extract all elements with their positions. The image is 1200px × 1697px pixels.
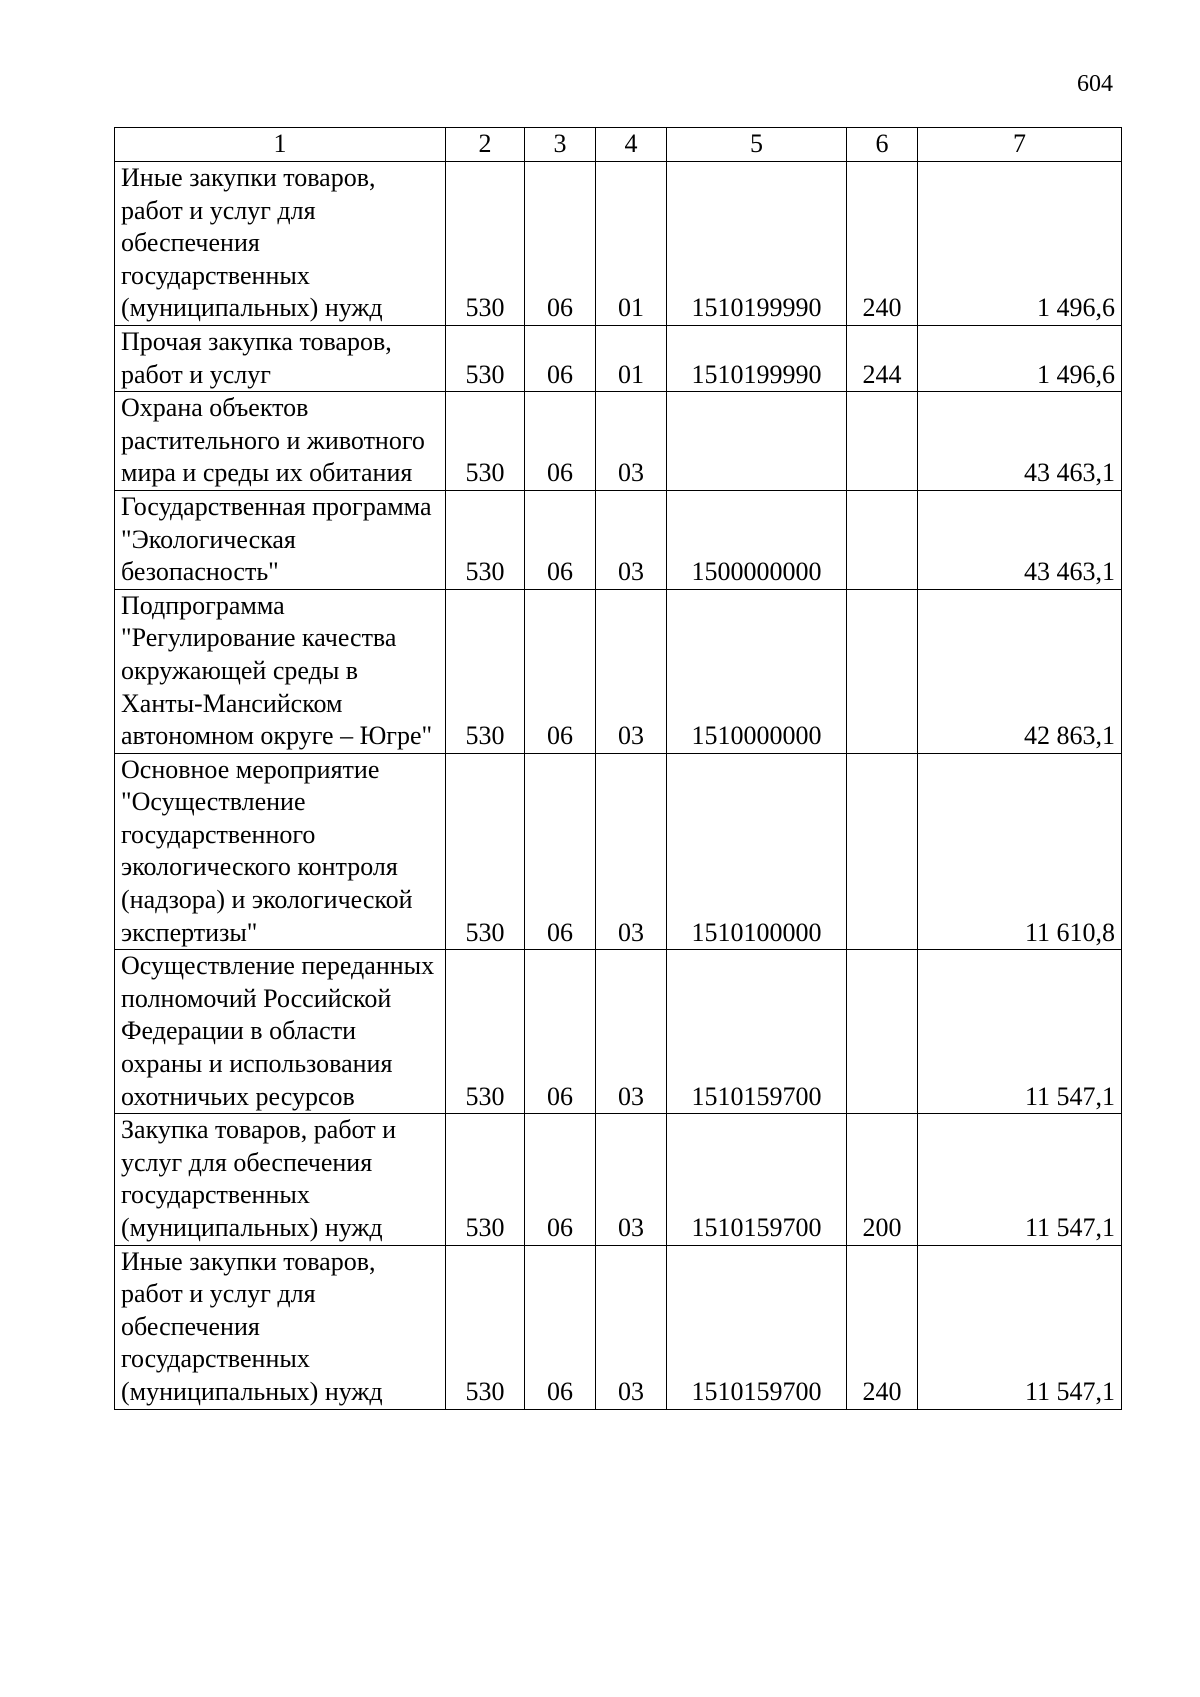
subsection-code-cell: 03 bbox=[596, 1245, 667, 1409]
section-code-cell: 06 bbox=[525, 753, 596, 950]
subsection-code-cell: 03 bbox=[596, 589, 667, 753]
section-code-cell: 06 bbox=[525, 392, 596, 491]
header-cell: 1 bbox=[115, 128, 446, 162]
item-name-cell: Подпрограмма "Регулирование качества окружающей среды в Ханты-Мансийском автономном округе – Югре" bbox=[115, 589, 446, 753]
header-cell: 4 bbox=[596, 128, 667, 162]
amount-cell: 43 463,1 bbox=[918, 392, 1122, 491]
target-article-cell: 1510199990 bbox=[667, 325, 847, 391]
section-code-cell: 06 bbox=[525, 589, 596, 753]
table-row bbox=[115, 325, 1122, 391]
ministry-code-cell: 530 bbox=[446, 950, 525, 1114]
section-code-cell: 06 bbox=[525, 1114, 596, 1245]
section-code-cell: 06 bbox=[525, 950, 596, 1114]
header-cell: 7 bbox=[918, 128, 1122, 162]
table-row bbox=[115, 1114, 1122, 1245]
amount-cell: 43 463,1 bbox=[918, 490, 1122, 589]
item-name-cell: Иные закупки товаров, работ и услуг для обеспечения государственных (муниципальных) нужд bbox=[115, 1245, 446, 1409]
ministry-code-cell: 530 bbox=[446, 1114, 525, 1245]
header-cell: 3 bbox=[525, 128, 596, 162]
table-header-row bbox=[115, 128, 1122, 162]
section-code-cell: 06 bbox=[525, 325, 596, 391]
table-row bbox=[115, 392, 1122, 491]
item-name-cell: Прочая закупка товаров, работ и услуг bbox=[115, 325, 446, 391]
section-code-cell: 06 bbox=[525, 1245, 596, 1409]
table-row bbox=[115, 1245, 1122, 1409]
amount-cell: 11 547,1 bbox=[918, 1245, 1122, 1409]
subsection-code-cell: 03 bbox=[596, 950, 667, 1114]
header-cell: 5 bbox=[667, 128, 847, 162]
ministry-code-cell: 530 bbox=[446, 490, 525, 589]
subsection-code-cell: 03 bbox=[596, 392, 667, 491]
subsection-code-cell: 03 bbox=[596, 1114, 667, 1245]
item-name-cell: Охрана объектов растительного и животного мира и среды их обитания bbox=[115, 392, 446, 491]
amount-cell: 11 547,1 bbox=[918, 950, 1122, 1114]
header-cell: 6 bbox=[847, 128, 918, 162]
target-article-cell: 1510159700 bbox=[667, 1245, 847, 1409]
expense-type-cell: 240 bbox=[847, 162, 918, 326]
section-code-cell: 06 bbox=[525, 162, 596, 326]
ministry-code-cell: 530 bbox=[446, 162, 525, 326]
amount-cell: 42 863,1 bbox=[918, 589, 1122, 753]
expense-type-cell bbox=[847, 950, 918, 1114]
expense-type-cell bbox=[847, 490, 918, 589]
target-article-cell: 1500000000 bbox=[667, 490, 847, 589]
expense-type-cell bbox=[847, 392, 918, 491]
subsection-code-cell: 03 bbox=[596, 490, 667, 589]
target-article-cell: 1510199990 bbox=[667, 162, 847, 326]
target-article-cell bbox=[667, 392, 847, 491]
amount-cell: 1 496,6 bbox=[918, 162, 1122, 326]
item-name-cell: Основное мероприятие "Осуществление государственного экологического контроля (надзора) и экологической экспертизы" bbox=[115, 753, 446, 950]
item-name-cell: Закупка товаров, работ и услуг для обеспечения государственных (муниципальных) нужд bbox=[115, 1114, 446, 1245]
table-row bbox=[115, 589, 1122, 753]
amount-cell: 1 496,6 bbox=[918, 325, 1122, 391]
section-code-cell: 06 bbox=[525, 490, 596, 589]
page-number: 604 bbox=[1077, 71, 1113, 97]
subsection-code-cell: 01 bbox=[596, 325, 667, 391]
subsection-code-cell: 01 bbox=[596, 162, 667, 326]
ministry-code-cell: 530 bbox=[446, 1245, 525, 1409]
expense-type-cell bbox=[847, 589, 918, 753]
ministry-code-cell: 530 bbox=[446, 589, 525, 753]
budget-table bbox=[114, 127, 1122, 1410]
table-row bbox=[115, 753, 1122, 950]
item-name-cell: Осуществление переданных полномочий Российской Федерации в области охраны и использования охотничьих ресурсов bbox=[115, 950, 446, 1114]
header-cell: 2 bbox=[446, 128, 525, 162]
target-article-cell: 1510000000 bbox=[667, 589, 847, 753]
table-row bbox=[115, 950, 1122, 1114]
expense-type-cell: 240 bbox=[847, 1245, 918, 1409]
table-row bbox=[115, 162, 1122, 326]
amount-cell: 11 547,1 bbox=[918, 1114, 1122, 1245]
subsection-code-cell: 03 bbox=[596, 753, 667, 950]
expense-type-cell bbox=[847, 753, 918, 950]
item-name-cell: Государственная программа "Экологическая безопасность" bbox=[115, 490, 446, 589]
target-article-cell: 1510159700 bbox=[667, 1114, 847, 1245]
table-row bbox=[115, 490, 1122, 589]
target-article-cell: 1510159700 bbox=[667, 950, 847, 1114]
expense-type-cell: 200 bbox=[847, 1114, 918, 1245]
ministry-code-cell: 530 bbox=[446, 753, 525, 950]
expense-type-cell: 244 bbox=[847, 325, 918, 391]
item-name-cell: Иные закупки товаров, работ и услуг для обеспечения государственных (муниципальных) нужд bbox=[115, 162, 446, 326]
target-article-cell: 1510100000 bbox=[667, 753, 847, 950]
amount-cell: 11 610,8 bbox=[918, 753, 1122, 950]
ministry-code-cell: 530 bbox=[446, 325, 525, 391]
ministry-code-cell: 530 bbox=[446, 392, 525, 491]
